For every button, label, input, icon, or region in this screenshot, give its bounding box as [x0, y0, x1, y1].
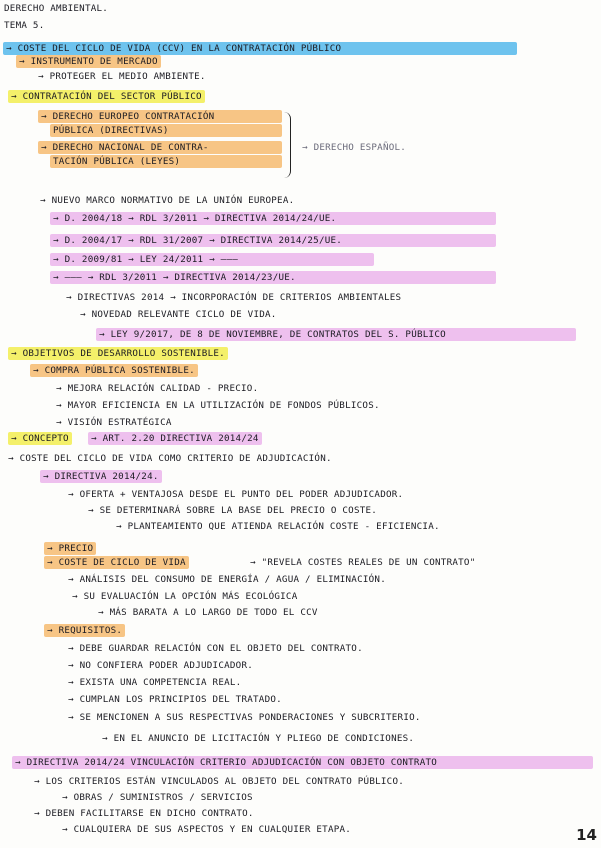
- note-line: → PROTEGER EL MEDIO AMBIENTE.: [38, 71, 206, 82]
- note-line: → NO CONFIERA PODER ADJUDICADOR.: [68, 660, 254, 671]
- note-line: → DEBEN FACILITARSE EN DICHO CONTRATO.: [34, 808, 254, 819]
- note-line: → COSTE DEL CICLO DE VIDA COMO CRITERIO DE ADJUDICACIÓN.: [8, 453, 332, 464]
- note-line: → NOVEDAD RELEVANTE CICLO DE VIDA.: [80, 309, 277, 320]
- note-line: → "REVELA COSTES REALES DE UN CONTRATO": [250, 557, 476, 568]
- document-subtitle: TEMA 5.: [4, 20, 45, 31]
- note-line: → LOS CRITERIOS ESTÁN VINCULADOS AL OBJETO DEL CONTRATO PÚBLICO.: [34, 776, 405, 787]
- note-line: → DERECHO EUROPEO CONTRATACIÓN: [38, 110, 282, 123]
- note-line: → MEJORA RELACIÓN CALIDAD - PRECIO.: [56, 383, 259, 394]
- page-number: 14: [576, 826, 597, 844]
- note-line: → EN EL ANUNCIO DE LICITACIÓN Y PLIEGO DE CONDICIONES.: [102, 733, 415, 744]
- note-line: → LEY 9/2017, DE 8 DE NOVIEMBRE, DE CONTRATOS DEL S. PÚBLICO: [96, 328, 576, 341]
- note-line: → DERECHO NACIONAL DE CONTRA-: [38, 141, 282, 154]
- note-line: TACIÓN PÚBLICA (LEYES): [50, 155, 282, 168]
- heading-vinculacion: → DIRECTIVA 2014/24 VINCULACIÓN CRITERIO ADJUDICACIÓN CON OBJETO CONTRATO: [12, 756, 593, 769]
- note-line: → DEBE GUARDAR RELACIÓN CON EL OBJETO DEL CONTRATO.: [68, 643, 363, 654]
- note-line: → CUMPLAN LOS PRINCIPIOS DEL TRATADO.: [68, 694, 282, 705]
- note-line: → D. 2004/18 → RDL 3/2011 → DIRECTIVA 2014/24/UE.: [50, 212, 496, 225]
- note-line: → SU EVALUACIÓN LA OPCIÓN MÁS ECOLÓGICA: [72, 591, 298, 602]
- note-line: → OFERTA + VENTAJOSA DESDE EL PUNTO DEL PODER ADJUDICADOR.: [68, 489, 404, 500]
- note-line: → CUALQUIERA DE SUS ASPECTOS Y EN CUALQUIER ETAPA.: [62, 824, 352, 835]
- note-line: → DIRECTIVA 2014/24.: [40, 470, 162, 483]
- note-line: → DIRECTIVAS 2014 → INCORPORACIÓN DE CRITERIOS AMBIENTALES: [66, 292, 402, 303]
- note-line: → INSTRUMENTO DE MERCADO: [16, 55, 161, 68]
- note-line: → ——— → RDL 3/2011 → DIRECTIVA 2014/23/UE.: [50, 271, 496, 284]
- note-line: → CONTRATACIÓN DEL SECTOR PÚBLICO: [8, 90, 205, 103]
- note-line: PÚBLICA (DIRECTIVAS): [50, 124, 282, 137]
- note-line: → CONCEPTO: [8, 432, 72, 445]
- note-line: → SE MENCIONEN A SUS RESPECTIVAS PONDERACIONES Y SUBCRITERIO.: [68, 712, 421, 723]
- note-line: → DERECHO ESPAÑOL.: [302, 142, 407, 153]
- note-line: → NUEVO MARCO NORMATIVO DE LA UNIÓN EUROPEA.: [40, 195, 295, 206]
- note-line: → SE DETERMINARÁ SOBRE LA BASE DEL PRECIO O COSTE.: [88, 505, 378, 516]
- note-line: → PLANTEAMIENTO QUE ATIENDA RELACIÓN COSTE - EFICIENCIA.: [116, 521, 440, 532]
- note-line: → ART. 2.20 DIRECTIVA 2014/24: [88, 432, 262, 445]
- note-line: → REQUISITOS.: [44, 624, 125, 637]
- document-title: DERECHO AMBIENTAL.: [4, 3, 109, 14]
- heading-coste-ciclo-vida: → COSTE DEL CICLO DE VIDA (CCV) EN LA CONTRATACIÓN PÚBLICO: [3, 42, 517, 55]
- note-line: → COMPRA PÚBLICA SOSTENIBLE.: [30, 364, 198, 377]
- note-line: → COSTE DE CICLO DE VIDA: [44, 556, 189, 569]
- note-line: → D. 2009/81 → LEY 24/2011 → ———: [50, 253, 374, 266]
- note-line: → ANÁLISIS DEL CONSUMO DE ENERGÍA / AGUA / ELIMINACIÓN.: [68, 574, 386, 585]
- note-line: → D. 2004/17 → RDL 31/2007 → DIRECTIVA 2014/25/UE.: [50, 234, 496, 247]
- curly-brace-icon: [284, 112, 291, 178]
- note-line: → MÁS BARATA A LO LARGO DE TODO EL CCV: [98, 607, 318, 618]
- note-line: → OBJETIVOS DE DESARROLLO SOSTENIBLE.: [8, 347, 228, 360]
- note-line: → EXISTA UNA COMPETENCIA REAL.: [68, 677, 242, 688]
- note-line: → OBRAS / SUMINISTROS / SERVICIOS: [62, 792, 253, 803]
- note-line: → MAYOR EFICIENCIA EN LA UTILIZACIÓN DE FONDOS PÚBLICOS.: [56, 400, 380, 411]
- note-line: → VISIÓN ESTRATÉGICA: [56, 417, 172, 428]
- note-line: → PRECIO: [44, 542, 96, 555]
